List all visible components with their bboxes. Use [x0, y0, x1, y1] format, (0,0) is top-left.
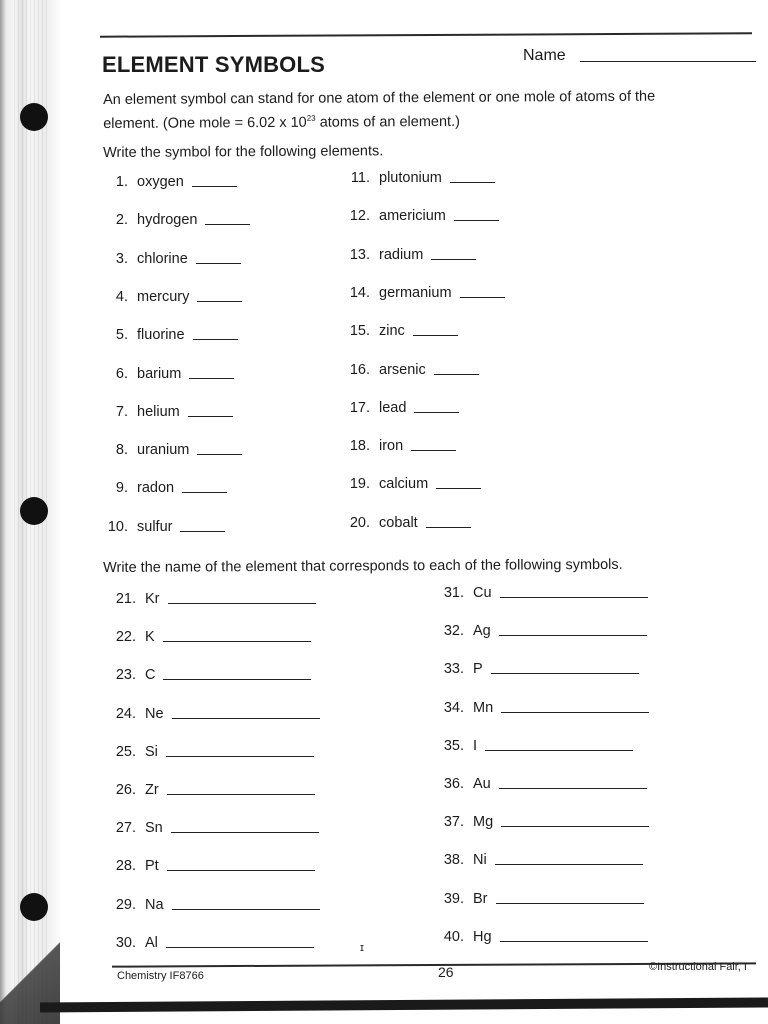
- item-number: 11.: [350, 170, 370, 186]
- answer-blank[interactable]: [500, 941, 648, 942]
- item-prompt: helium: [137, 403, 180, 420]
- worksheet-item: [434, 623, 647, 639]
- item-number: 27.: [115, 820, 136, 837]
- worksheet-item: [106, 706, 320, 722]
- item-number: 26.: [115, 782, 136, 798]
- item-prompt: cobalt: [379, 514, 418, 531]
- item-prompt: hydrogen: [137, 212, 198, 229]
- item-prompt: radium: [379, 246, 424, 263]
- item-number: 33.: [443, 661, 464, 678]
- stray-mark: ɪ: [360, 942, 364, 954]
- answer-blank[interactable]: [167, 794, 315, 795]
- item-prompt: uranium: [137, 442, 190, 459]
- item-prompt: P: [473, 661, 483, 678]
- answer-blank[interactable]: [189, 378, 234, 379]
- answer-blank[interactable]: [163, 679, 311, 680]
- item-prompt: oxygen: [137, 174, 184, 190]
- worksheet-item: [346, 515, 471, 531]
- answer-blank[interactable]: [500, 597, 648, 598]
- answer-blank[interactable]: [205, 224, 250, 225]
- item-prompt: americium: [379, 208, 446, 225]
- answer-blank[interactable]: [193, 339, 238, 340]
- item-number: 17.: [349, 399, 370, 416]
- answer-blank[interactable]: [167, 870, 315, 871]
- item-number: 19.: [349, 476, 370, 493]
- item-number: 22.: [115, 629, 136, 646]
- answer-blank[interactable]: [196, 263, 241, 264]
- item-prompt: Ni: [473, 852, 487, 869]
- item-number: 34.: [443, 699, 464, 716]
- item-number: 38.: [443, 852, 464, 869]
- item-prompt: fluorine: [137, 327, 185, 344]
- answer-blank[interactable]: [413, 335, 458, 336]
- answer-blank[interactable]: [197, 454, 242, 455]
- item-number: 30.: [115, 934, 136, 951]
- worksheet-item: [104, 442, 242, 458]
- item-number: 21.: [115, 591, 136, 607]
- answer-blank[interactable]: [172, 909, 320, 910]
- item-number: 6.: [115, 365, 128, 382]
- answer-blank[interactable]: [411, 450, 456, 451]
- item-prompt: germanium: [379, 284, 452, 301]
- worksheet-item: [434, 700, 649, 716]
- item-prompt: zinc: [379, 323, 405, 340]
- item-number: 16.: [349, 361, 370, 378]
- item-number: 8.: [115, 442, 128, 459]
- item-number: 4.: [115, 288, 128, 305]
- worksheet-item: [106, 820, 319, 836]
- item-prompt: barium: [137, 365, 182, 382]
- worksheet-item: [346, 208, 499, 224]
- answer-blank[interactable]: [188, 416, 233, 417]
- item-prompt: Cu: [473, 585, 492, 601]
- worksheet-item: [104, 174, 237, 190]
- answer-blank[interactable]: [166, 947, 314, 948]
- item-number: 2.: [115, 212, 128, 229]
- worksheet-item: [104, 480, 227, 496]
- answer-blank[interactable]: [414, 412, 459, 413]
- item-prompt: lead: [379, 399, 407, 416]
- worksheet-item: [346, 247, 476, 263]
- worksheet-item: [106, 591, 316, 607]
- item-number: 37.: [443, 814, 464, 831]
- item-prompt: Br: [473, 890, 488, 907]
- answer-blank[interactable]: [192, 186, 237, 187]
- worksheet-item: [434, 891, 644, 907]
- item-number: 24.: [115, 705, 136, 722]
- answer-blank[interactable]: [460, 297, 505, 298]
- worksheet-item: [434, 814, 649, 830]
- worksheet-item: [434, 585, 648, 601]
- worksheet-item: [106, 897, 320, 913]
- item-number: 12.: [349, 208, 370, 225]
- item-number: 35.: [443, 737, 464, 754]
- worksheet-item: [346, 476, 481, 492]
- scan-bottom-edge: [40, 997, 768, 1012]
- top-rule: [100, 32, 752, 37]
- worksheet-item: [434, 738, 633, 754]
- item-prompt: Mn: [473, 699, 494, 716]
- item-prompt: mercury: [137, 288, 190, 305]
- worksheet-item: [434, 661, 639, 677]
- item-number: 25.: [115, 743, 136, 760]
- item-prompt: Au: [473, 776, 491, 792]
- worksheet-item: [346, 285, 505, 301]
- answer-blank[interactable]: [197, 301, 242, 302]
- item-prompt: Sn: [145, 820, 163, 837]
- answer-blank[interactable]: [168, 603, 316, 604]
- answer-blank[interactable]: [172, 718, 320, 719]
- item-number: 39.: [443, 890, 464, 907]
- intro-line-2: element. (One mole = 6.02 x $10^{23}$ atoms of an element.): [103, 113, 460, 132]
- page-number: 26: [438, 964, 454, 980]
- item-number: 18.: [349, 438, 370, 455]
- item-number: 31.: [443, 585, 464, 601]
- item-number: 40.: [443, 928, 464, 945]
- worksheet-item: [106, 629, 311, 645]
- worksheet-item: [104, 251, 241, 267]
- worksheet-item: [106, 782, 315, 798]
- item-number: 9.: [115, 480, 128, 497]
- answer-blank[interactable]: [180, 531, 225, 532]
- answer-blank[interactable]: [166, 756, 314, 757]
- item-number: 7.: [115, 403, 128, 420]
- item-prompt: arsenic: [379, 361, 426, 378]
- item-prompt: Mg: [473, 814, 494, 831]
- worksheet-item: [104, 289, 242, 305]
- worksheet-item: [104, 404, 233, 420]
- item-prompt: chlorine: [137, 250, 188, 267]
- section1-instructions: Write the symbol for the following elements.: [103, 143, 384, 161]
- answer-blank[interactable]: [431, 259, 476, 260]
- worksheet-item: [104, 212, 250, 228]
- answer-blank[interactable]: [495, 864, 643, 865]
- item-prompt: Ne: [145, 705, 164, 722]
- worksheet-item: [346, 400, 459, 416]
- item-prompt: iron: [379, 438, 404, 455]
- item-number: 13.: [349, 246, 370, 263]
- item-number: 15.: [349, 323, 370, 340]
- answer-blank[interactable]: [491, 673, 639, 674]
- answer-blank[interactable]: [496, 903, 644, 904]
- answer-blank[interactable]: [450, 182, 495, 183]
- footer-copyright: ©Instructional Fair, I: [649, 961, 747, 973]
- answer-blank[interactable]: [501, 826, 649, 827]
- item-number: 1.: [115, 174, 128, 190]
- item-prompt: plutonium: [379, 170, 442, 186]
- exponent: 23: [306, 113, 316, 123]
- worksheet-item: [434, 852, 643, 868]
- worksheet-item: [104, 327, 238, 343]
- item-number: 5.: [115, 327, 128, 344]
- answer-blank[interactable]: [182, 492, 227, 493]
- item-prompt: Hg: [473, 928, 492, 945]
- item-prompt: calcium: [379, 476, 429, 493]
- intro-line-1: An element symbol can stand for one atom of the element or one mole of atoms of the: [103, 88, 656, 108]
- worksheet-item: [104, 519, 225, 535]
- answer-blank[interactable]: [499, 788, 647, 789]
- item-number: 36.: [443, 776, 464, 792]
- item-prompt: Kr: [145, 591, 160, 607]
- item-prompt: Pt: [145, 858, 159, 875]
- worksheet-title: ELEMENT SYMBOLS: [102, 52, 326, 77]
- item-number: 20.: [349, 514, 370, 531]
- item-number: 29.: [115, 896, 136, 913]
- worksheet-item: [346, 438, 456, 454]
- item-prompt: radon: [137, 480, 175, 497]
- item-prompt: K: [145, 629, 155, 646]
- item-prompt: I: [473, 737, 478, 754]
- worksheet-item: [106, 744, 314, 760]
- answer-blank[interactable]: [499, 635, 647, 636]
- worksheet-item: [106, 667, 311, 683]
- answer-blank[interactable]: [485, 750, 633, 751]
- worksheet-item: [434, 776, 647, 792]
- name-label: Name: [523, 47, 566, 64]
- answer-blank[interactable]: [171, 832, 319, 833]
- worksheet-item: [434, 929, 648, 945]
- item-number: 23.: [115, 667, 136, 684]
- answer-blank[interactable]: [163, 641, 311, 642]
- answer-blank[interactable]: [454, 220, 499, 221]
- item-prompt: Ag: [473, 623, 491, 640]
- punch-hole: [20, 497, 48, 525]
- worksheet-item: [106, 935, 314, 951]
- footer-book-code: Chemistry IF8766: [117, 970, 204, 982]
- answer-blank[interactable]: [436, 488, 481, 489]
- worksheet-item: [346, 362, 479, 378]
- punch-hole: [20, 103, 48, 131]
- worksheet-item: [106, 858, 315, 874]
- item-prompt: Si: [145, 743, 158, 760]
- answer-blank[interactable]: [434, 374, 479, 375]
- item-number: 3.: [115, 250, 128, 267]
- item-number: 14.: [349, 284, 370, 301]
- item-number: 28.: [115, 858, 136, 875]
- item-number: 10.: [107, 518, 128, 535]
- answer-blank[interactable]: [501, 712, 649, 713]
- answer-blank[interactable]: [426, 527, 471, 528]
- intro-paragraph: [103, 86, 753, 134]
- punch-hole: [20, 893, 48, 921]
- item-prompt: Zr: [145, 782, 159, 798]
- item-prompt: sulfur: [137, 518, 173, 535]
- worksheet-item: [346, 170, 495, 186]
- worksheet-item: [104, 366, 234, 382]
- item-prompt: Na: [145, 896, 164, 913]
- worksheet-item: [346, 323, 458, 339]
- item-prompt: C: [145, 667, 156, 684]
- section2-instructions: Write the name of the element that corresponds to each of the following symbols.: [103, 556, 623, 576]
- item-number: 32.: [443, 623, 464, 640]
- item-prompt: Al: [145, 934, 158, 951]
- name-field[interactable]: [580, 61, 756, 62]
